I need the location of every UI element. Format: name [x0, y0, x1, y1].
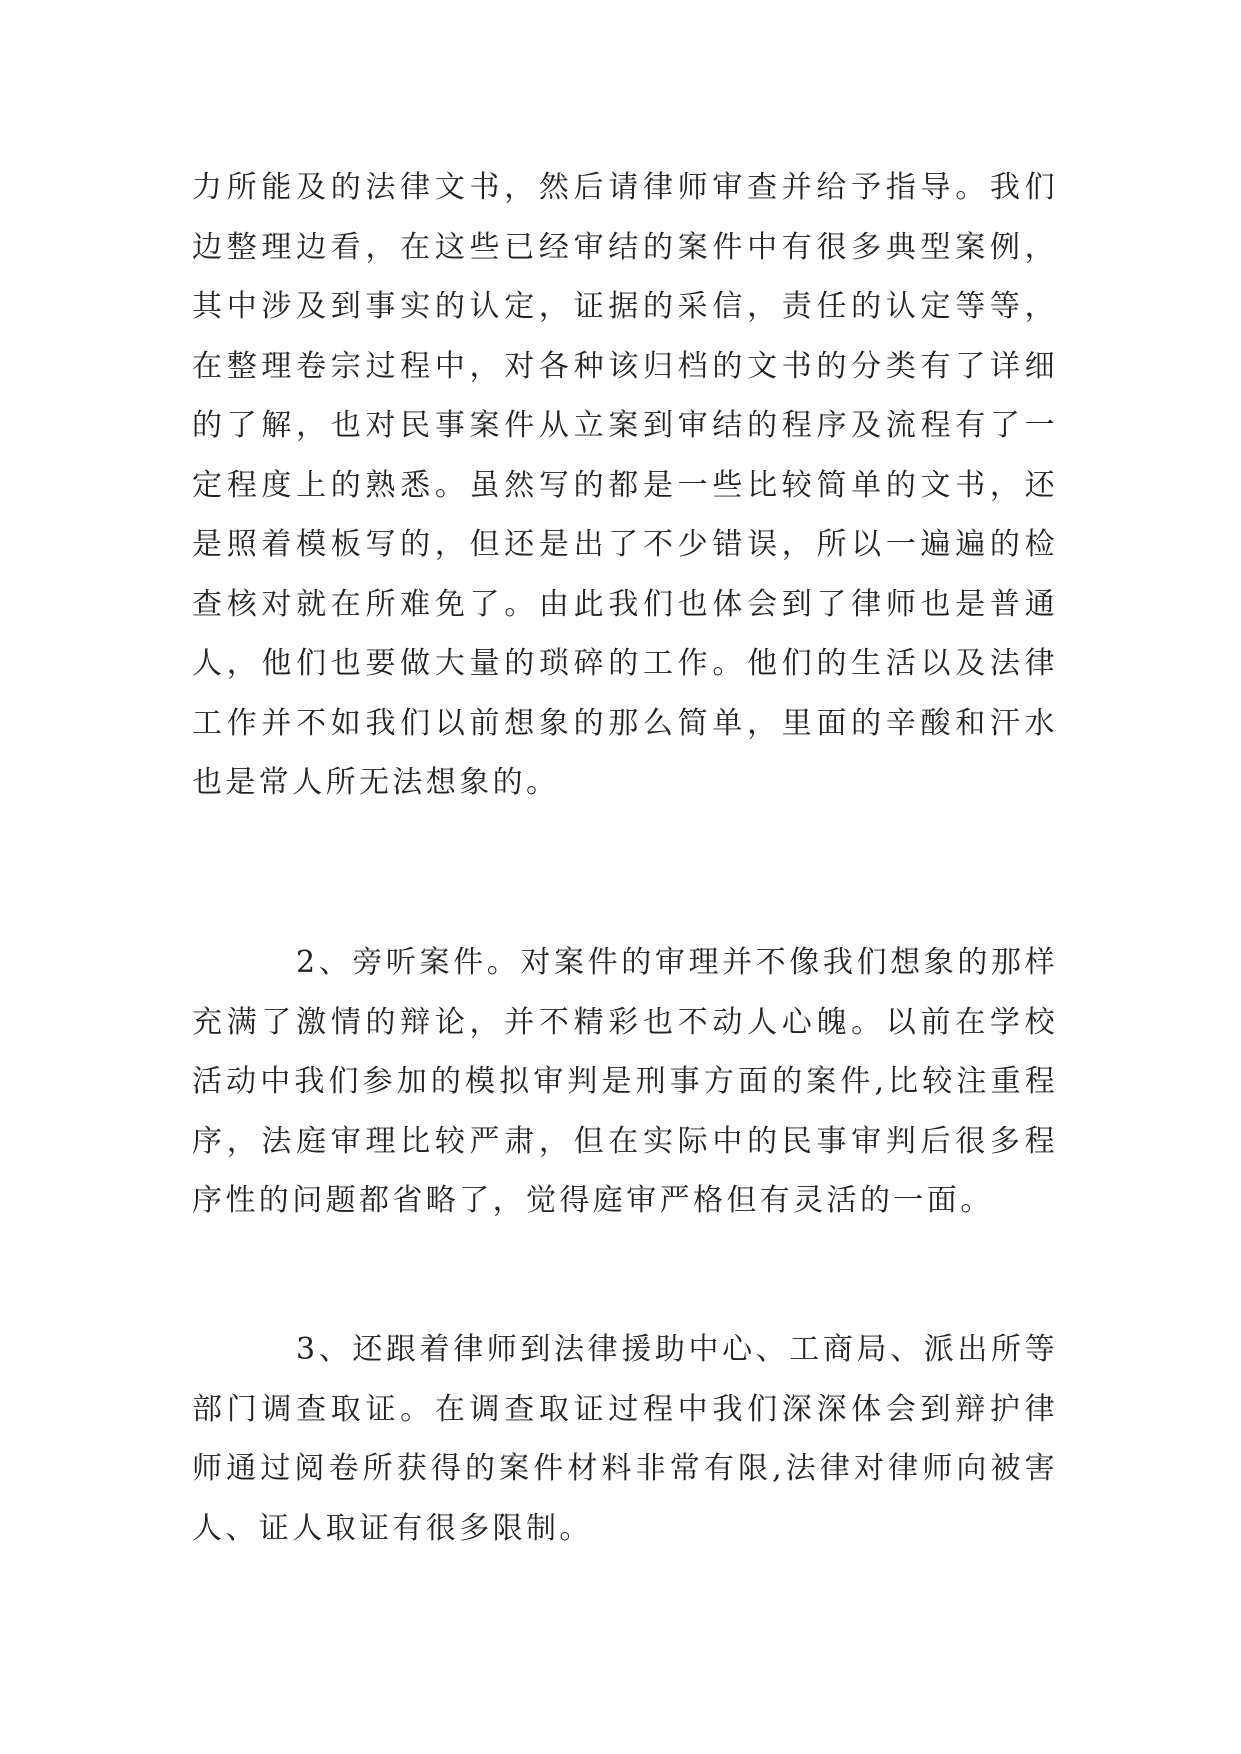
- paragraph-legal-documents: 力所能及的法律文书，然后请律师审查并给予指导。我们边整理边看，在这些已经审结的案件中有很多典型案例，其中涉及到事实的认定，证据的采信，责任的认定等等，在整理卷宗过程中，对各种该归档的文书的分类有了详细的了解，也对民事案件从立案到审结的程序及流程有了一定程度上的熟悉。虽然写的都是一些比较简单的文书，还是照着模板写的，但还是出了不少错误，所以一遍遍的检查核对就在所难免了。由此我们也体会到了律师也是普通人，他们也要做大量的琐碎的工作。他们的生活以及法律工作并不如我们以前想象的那么简单，里面的辛酸和汗水也是常人所无法想象的。: [192, 170, 1058, 800]
- paragraph-evidence-collection: 3、还跟着律师到法律援助中心、工商局、派出所等部门调查取证。在调查取证过程中我们深深体会到辩护律师通过阅卷所获得的案件材料非常有限,法律对律师向被害人、证人取证有很多限制。: [192, 1332, 1058, 1546]
- paragraph-case-hearing: 2、旁听案件。对案件的审理并不像我们想象的那样充满了激情的辩论，并不精彩也不动人心魄。以前在学校活动中我们参加的模拟审判是刑事方面的案件,比较注重程序，法庭审理比较严肃，但在实际中的民事审判后很多程序性的问题都省略了，觉得庭审严格但有灵活的一面。: [192, 945, 1058, 1218]
